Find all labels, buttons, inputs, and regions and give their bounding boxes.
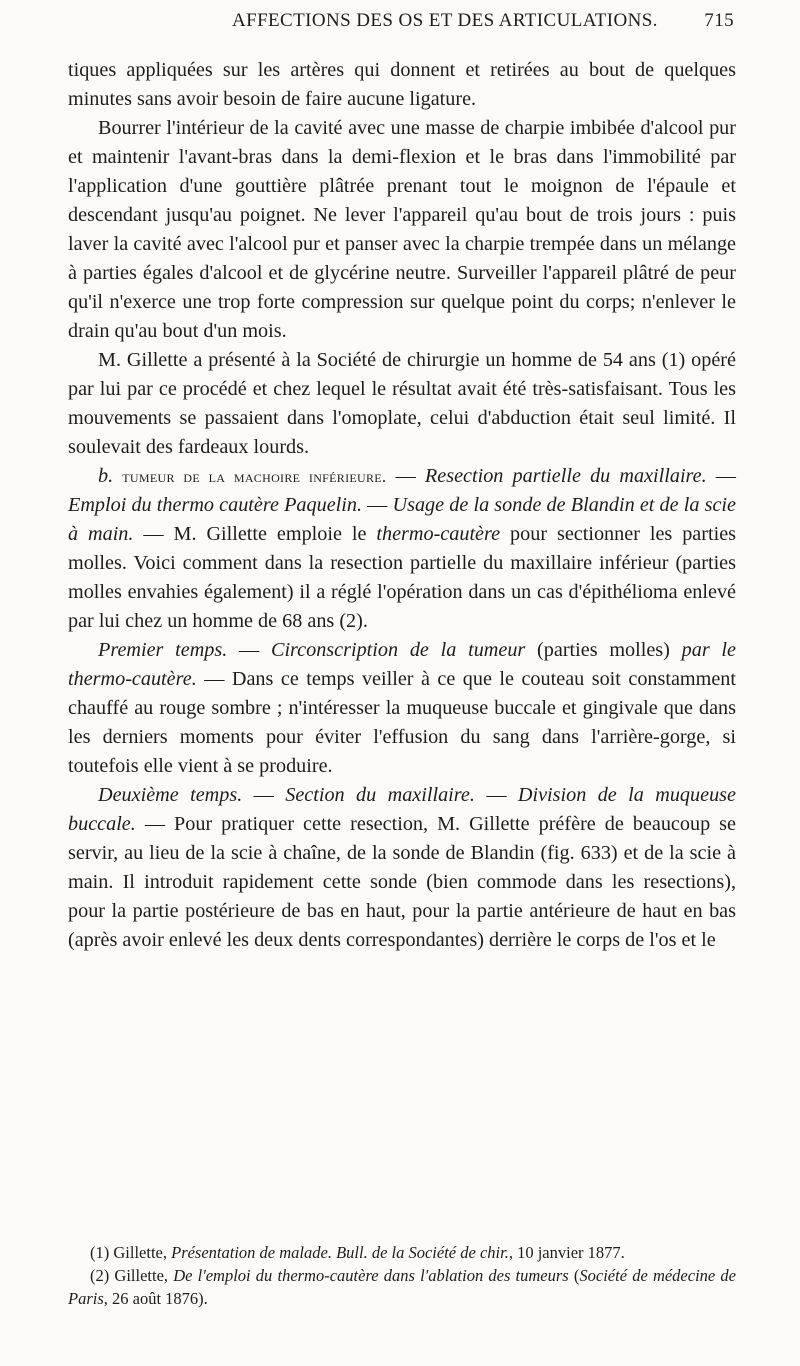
footnote-2-author: (2) Gillette, [90,1266,169,1285]
section-topic-2: Emploi du thermo cautère Paquelin. [68,494,363,516]
running-title: AFFECTIONS DES OS ET DES ARTICULATIONS. [232,10,658,31]
second-step-text: Pour pratiquer cette resection, M. Gillette préfère de beaucoup se servir, au lieu de la scie à chaîne, de la sonde de Blandin (fig. 633) et de la scie à main. Il introduit rapidement cette sonde (bien commode dans les resections), pour la partie postérieure de bas en haut, pour la partie antérieure de haut en bas (après avoir enlevé les deux dents correspondantes) derrière le corps de l'os et le [68,813,736,951]
footnote-1-title: Présentation de malade. Bull. de la Société de chir. [171,1243,509,1262]
section-heading: tumeur de la machoire inférieure. [122,467,387,486]
paragraph-section-b: b. tumeur de la machoire inférieure. — Resection partielle du maxillaire. — Emploi du thermo cautère Paquelin. — Usage de la sonde de Blandin et de la scie à main. — M. Gillette emploie le thermo-cautère pour sectionner les parties molles. Voici comment dans la resection partielle du maxillaire inférieur (parties molles envahies également) il a réglé l'opération dans un cas d'épithélioma enlevé par lui chez un homme de 68 ans (2). [68,465,737,632]
paragraph-continuation: tiques appliquées sur les artères qui donnent et retirées au bout de quelques minutes sans avoir besoin de faire aucune ligature. [68,59,736,110]
section-topic-3: Usage de la sonde de Blandin et de la scie à main. [68,494,736,545]
paragraph-first-step: Premier temps. — Circonscription de la tumeur (parties molles) par le thermo-cautère. — Dans ce temps veiller à ce que le couteau soit constamment chauffé au rouge sombre ; n'intéresser la muqueuse buccale et gingivale que dans les derniers moments pour éviter l'effusion du sang dans l'arrière-gorge, si toutefois elle vient à se produire. [68,639,737,777]
section-term: thermo-cautère [376,523,501,545]
second-step-label: Deuxième temps. [98,784,243,806]
section-text: pour sectionner les parties molles. Voici comment dans la resection partielle du maxillaire inférieur (parties molles envahies également) il a réglé l'opération dans un cas d'épithélioma enlevé par lui chez un homme de 68 ans (2). [68,523,737,632]
paragraph-second-step: Deuxième temps. — Section du maxillaire. — Division de la muqueuse buccale. — Pour pratiquer cette resection, M. Gillette préfère de beaucoup se servir, au lieu de la scie à chaîne, de la sonde de Blandin (fig. 633) et de la scie à main. Il introduit rapidement cette sonde (bien commode dans les resections), pour la partie postérieure de bas en haut, pour la partie antérieure de haut en bas (après avoir enlevé les deux dents correspondantes) derrière le corps de l'os et le [68,784,736,951]
first-step-label: Premier temps. [98,639,228,661]
footnote-2-paren: ( [573,1266,580,1285]
first-step-title: Circonscription de la tumeur [270,639,526,661]
first-step-paren: (parties molles) [537,639,670,661]
second-step-title-1: Section du maxillaire. [285,784,475,806]
section-topic-1: Resection partielle du maxillaire. [424,465,707,487]
first-step-by: par le thermo-cautère. [68,639,737,690]
body-text [68,56,736,955]
footnote-1-date: , 10 janvier 1877. [508,1243,625,1262]
footnote-1-author: (1) Gillette, [90,1243,167,1262]
footnote-2-title: De l'emploi du thermo-cautère dans l'ablation des tumeurs [173,1266,569,1285]
second-step-title-2: Division de la muqueuse buccale. [68,784,736,835]
page-number: 715 [704,10,734,31]
page-header [72,10,734,38]
paragraph-gillette-case: M. Gillette a présenté à la Société de chirurgie un homme de 54 ans (1) opéré par lui par ce procédé et chez lequel le résultat avait été très-satisfaisant. Tous les mouvements se passaient dans l'omoplate, celui d'abduction était seul limité. Il soulevait des fardeaux lourds. [68,349,736,458]
footnotes [68,1241,736,1310]
paragraph-dressing: Bourrer l'intérieur de la cavité avec une masse de charpie imbibée d'alcool pur et maintenir l'avant-bras dans la demi-flexion et le bras dans l'immobilité par l'application d'une gouttière plâtrée prenant tout le moignon de l'épaule et descendant jusqu'au poignet. Ne lever l'appareil qu'au bout de trois jours : puis laver la cavité avec l'alcool pur et panser avec la charpie trempée dans un mélange à parties égales d'alcool et de glycérine neutre. Surveiller l'appareil plâtré de peur qu'il n'exerce une trop forte compression sur quelque point du corps; n'enlever le drain qu'au bout d'un mois. [68,117,736,342]
footnote-1 [68,1241,736,1264]
footnote-2-publisher: Société de médecine de Paris [68,1266,736,1308]
section-lead: M. Gillette emploie le [173,523,367,545]
footnote-2 [68,1264,736,1310]
footnote-2-date: , 26 août 1876). [103,1289,208,1308]
first-step-text: Dans ce temps veiller à ce que le couteau soit constamment chauffé au rouge sombre ; n'intéresser la muqueuse buccale et gingivale que dans les derniers moments pour éviter l'effusion du sang dans l'arrière-gorge, si toutefois elle vient à se produire. [68,668,736,777]
section-label: b. [98,465,114,487]
